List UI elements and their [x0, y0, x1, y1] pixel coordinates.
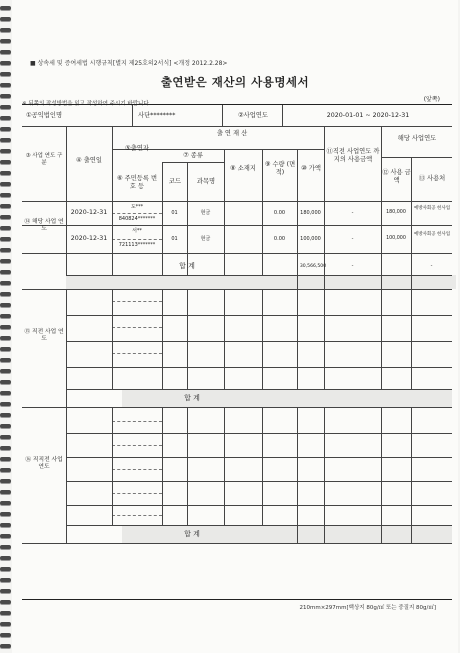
page-side-label: (앞쪽) — [423, 96, 440, 103]
header-year-division: ③ 사업 연도 구분 — [25, 153, 63, 166]
row1-usage[interactable]: 예방사회공 헌사업 — [413, 206, 451, 211]
section-current-year: ⑭ 해당 사업 연도 — [24, 219, 64, 233]
header-location: ⑧ 소재지 — [230, 165, 256, 172]
spiral-ring — [0, 545, 11, 549]
row1-qty[interactable]: 0.00 — [273, 210, 286, 216]
row1-amount[interactable]: 180,000 — [386, 210, 406, 215]
header-resident-id: ⑥ 주민등록 번호 등 — [116, 175, 158, 190]
spiral-ring — [0, 622, 11, 626]
spiral-ring — [0, 413, 11, 417]
spiral-ring — [0, 358, 11, 362]
spiral-ring — [0, 6, 11, 10]
spiral-ring — [0, 193, 11, 197]
spiral-ring — [0, 237, 11, 241]
header-contribution-date: ④ 출연일 — [76, 157, 102, 164]
section-previous-year: ⑮ 직전 사업 연도 — [24, 329, 64, 343]
row1-prev-used[interactable]: - — [351, 210, 354, 216]
spiral-ring — [0, 160, 11, 164]
spiral-ring — [0, 336, 11, 340]
header-prev-used: ⑪직전 사업연도 까지의 사용금액 — [326, 148, 380, 163]
corp-name-value[interactable]: 사단******** — [138, 112, 176, 119]
spiral-ring — [0, 490, 11, 494]
spiral-ring — [0, 347, 11, 351]
total-price[interactable]: 30,566,500 — [299, 264, 327, 269]
spiral-ring — [0, 534, 11, 538]
spiral-ring — [0, 28, 11, 32]
spiral-ring — [0, 523, 11, 527]
row2-price[interactable]: 100,000 — [300, 236, 321, 242]
spiral-ring — [0, 391, 11, 395]
spiral-ring — [0, 435, 11, 439]
spiral-ring — [0, 171, 11, 175]
spiral-ring — [0, 204, 11, 208]
header-usage-place: ⑬ 사용처 — [418, 175, 446, 182]
row2-item[interactable]: 현금 — [200, 236, 211, 242]
spiral-ring — [0, 259, 11, 263]
spiral-ring — [0, 248, 11, 252]
row2-date[interactable]: 2020-12-31 — [70, 235, 108, 242]
header-price: ⑩ 가액 — [301, 165, 321, 172]
spiral-ring — [0, 578, 11, 582]
spiral-ring — [0, 50, 11, 54]
instruction-note: ※ 뒤쪽의 작성방법을 읽고 작성하여 주시기 바랍니다. — [22, 101, 151, 107]
header-item: 과목명 — [196, 178, 216, 185]
spiral-ring — [0, 94, 11, 98]
fiscal-year-label: ②사업연도 — [238, 112, 268, 119]
form-title: 출연받은 재산의 사용명세서 — [160, 75, 310, 89]
spiral-ring — [0, 215, 11, 219]
row2-id[interactable]: 721113******* — [118, 242, 156, 248]
spiral-ring — [0, 644, 11, 648]
paper-spec: 210mm×297mm[백상지 80g/㎡ 또는 중질지 80g/㎡] — [299, 605, 436, 611]
spiral-ring — [0, 611, 11, 615]
spiral-ring — [0, 369, 11, 373]
spiral-ring — [0, 479, 11, 483]
spiral-ring — [0, 633, 11, 637]
spiral-ring — [0, 270, 11, 274]
spiral-ring — [0, 116, 11, 120]
spiral-ring — [0, 325, 11, 329]
spiral-ring — [0, 446, 11, 450]
header-contributed-property: 출 연 재 산 — [216, 130, 248, 137]
row2-qty[interactable]: 0.00 — [273, 236, 286, 242]
form-header: ■ 상속세 및 증여세법 시행규칙[별지 제25호의2서식] <개정 2012.2.28> — [30, 60, 228, 67]
spiral-ring — [0, 501, 11, 505]
spiral-ring — [0, 138, 11, 142]
spiral-ring — [0, 589, 11, 593]
spiral-ring — [0, 61, 11, 65]
spiral-ring — [0, 182, 11, 186]
row1-date[interactable]: 2020-12-31 — [70, 209, 108, 216]
header-code: 코드 — [168, 178, 182, 185]
header-quantity: ⑨ 수량 (면적) — [264, 161, 296, 176]
spiral-ring — [0, 127, 11, 131]
total-amount[interactable]: - — [430, 263, 433, 269]
spiral-ring — [0, 314, 11, 318]
spiral-ring — [0, 17, 11, 21]
spiral-ring — [0, 39, 11, 43]
total-label-current: 합 계 — [179, 262, 195, 270]
row1-code[interactable]: 01 — [171, 210, 178, 216]
spiral-ring — [0, 292, 11, 296]
spiral-ring — [0, 424, 11, 428]
section-two-years-prior: ⑯ 직직전 사업 연도 — [25, 457, 63, 471]
spiral-ring — [0, 72, 11, 76]
spiral-ring — [0, 226, 11, 230]
spiral-ring — [0, 149, 11, 153]
spiral-ring — [0, 303, 11, 307]
header-current-year: 해당 사업연도 — [397, 135, 437, 142]
spiral-ring — [0, 600, 11, 604]
corp-name-label: ①공익법인명 — [26, 112, 63, 119]
form-page — [12, 0, 458, 653]
spiral-ring — [0, 512, 11, 516]
header-used-amount: ⑫ 사용 금액 — [382, 169, 411, 184]
row2-prev-used[interactable]: - — [351, 236, 354, 242]
total-label-two-prior: 합 계 — [184, 530, 200, 538]
spiral-ring — [0, 567, 11, 571]
spiral-ring — [0, 380, 11, 384]
total-prev-used[interactable]: - — [351, 263, 354, 269]
row1-id[interactable]: 840824******* — [118, 216, 156, 222]
usage-table — [22, 104, 452, 600]
spiral-ring — [0, 281, 11, 285]
header-contributor: ⑤출연자 — [125, 145, 149, 152]
spiral-binding — [0, 0, 12, 653]
row2-usage[interactable]: 예방사회공 헌사업 — [413, 232, 451, 237]
fiscal-year-value[interactable]: 2020-01-01 ~ 2020-12-31 — [326, 112, 410, 119]
row1-price[interactable]: 180,000 — [300, 210, 321, 216]
row1-contributor[interactable]: 도*** — [130, 204, 144, 210]
spiral-ring — [0, 556, 11, 560]
row2-code[interactable]: 01 — [171, 236, 178, 242]
row1-item[interactable]: 현금 — [200, 210, 211, 216]
spiral-ring — [0, 105, 11, 109]
row2-amount[interactable]: 100,000 — [386, 236, 406, 241]
total-label-previous: 합 계 — [184, 394, 200, 402]
spiral-ring — [0, 457, 11, 461]
header-kind: ⑦ 종류 — [183, 152, 203, 159]
row2-contributor[interactable]: 서** — [132, 228, 142, 234]
spiral-ring — [0, 468, 11, 472]
spiral-ring — [0, 83, 11, 87]
spiral-ring — [0, 402, 11, 406]
